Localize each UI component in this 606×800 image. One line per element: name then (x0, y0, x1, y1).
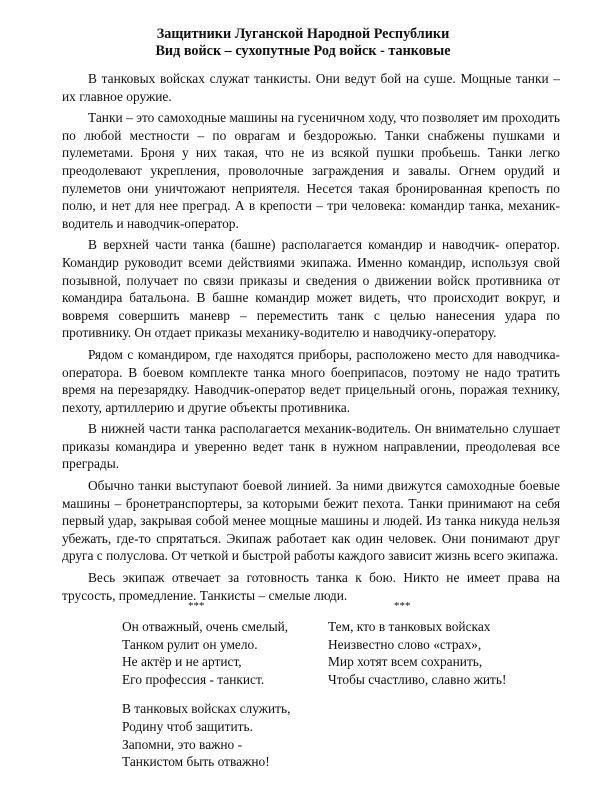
paragraph: В танковых войсках служат танкисты. Они ведут бой на суше. Мощные танки – их главное оружие. (62, 71, 560, 104)
poem-line: Чтобы счастливо, славно жить! (328, 671, 507, 687)
title-line-2: Вид войск – сухопутные Род войск - танковые (155, 43, 451, 59)
paragraph: Обычно танки выступают боевой линией. За ними движутся самоходные боевые машины – бронетранспортеры, за которыми бежит пехота. Танки принимают на себя первый удар, закрывая собой менее мощные машины и людей. Из танка никуда нельзя убежать, где-то спрятаться. Экипаж работает как один человек. Они понимают друг друга с полуслова. От четкой и быстрой работы каждого зависит жизнь всего экипажа. (62, 478, 560, 564)
paragraph: Весь экипаж отвечает за готовность танка к бою. Никто не имеет права на трусость, промедление. Танкисты – смелые люди. (62, 570, 560, 603)
poem-line: Тем, кто в танковых войсках (328, 619, 491, 634)
poem-separator: *** (188, 600, 205, 612)
poem-separator: *** (394, 600, 411, 612)
poem-line: Родину чтоб защитить. (122, 718, 253, 734)
poem-line: Танком рулит он умело. (122, 636, 258, 652)
poem-line: Запомни, это важно - (122, 736, 243, 752)
poem-stanza (122, 618, 322, 688)
paragraph: В нижней части танка располагается механик-водитель. Он внимательно слушает приказы командира и уверенно ведет танк в нужном направлении, преодолевая все преграды. (62, 421, 560, 472)
poem-stanza (328, 618, 548, 688)
poem-right-column (328, 600, 548, 700)
poem-line: Мир хотят всем сохранить, (328, 654, 483, 670)
paragraph: В верхней части танка (башне) располагается командир и наводчик- оператор. Командир руководит всеми действиями экипажа. Именно командир, используя свой позывной, получает по связи приказы и сведения о движении войск противника от командира батальона. В башне командир может видеть, что происходит вокруг, и вовремя совершить маневр – переместить танк с целью нанесения удара по противнику. Он отдает приказы механику-водителю и наводчику-оператору. (62, 237, 560, 341)
poem-line: В танковых войсках служить, (122, 701, 291, 717)
paragraph: Рядом с командиром, где находятся приборы, расположено место для наводчика-оператора. В боевом комплекте танка много боеприпасов, поэтому не надо тратить время на перезарядку. Наводчик-оператор ведет прицельный огонь, поражая технику, пехоту, артиллерию и другие объекты противника. (62, 346, 560, 415)
paragraph: Танки – это самоходные машины на гусеничном ходу, что позволяет им проходить по любой местности – по оврагам и бездорожью. Танки снабжены пушками и пулеметами. Броня у них такая, что не из всякой пушки пробьешь. Танки легко преодолевают укрепления, проволочные заграждения и завалы. Огнем орудий и пулеметов они уничтожают неприятеля. Несется такая бронированная крепость по полю, и нет для нее преград. А в крепости – три человека: командир танка, механик-водитель и наводчик-оператор. (62, 110, 560, 231)
document-title (0, 26, 606, 60)
article-body (62, 70, 560, 608)
poem-left-column (122, 600, 322, 783)
title-line-1: Защитники Луганской Народной Республики (156, 26, 450, 42)
poem-line: Он отважный, очень смелый, (122, 619, 289, 634)
poem-line: Не актёр и не артист, (122, 654, 242, 670)
poem-line: Танкистом быть отважно! (122, 754, 270, 770)
poem-line: Неизвестно слово «страх», (328, 636, 482, 652)
poem-line: Его профессия - танкист. (122, 671, 265, 687)
poem-stanza (122, 700, 322, 770)
